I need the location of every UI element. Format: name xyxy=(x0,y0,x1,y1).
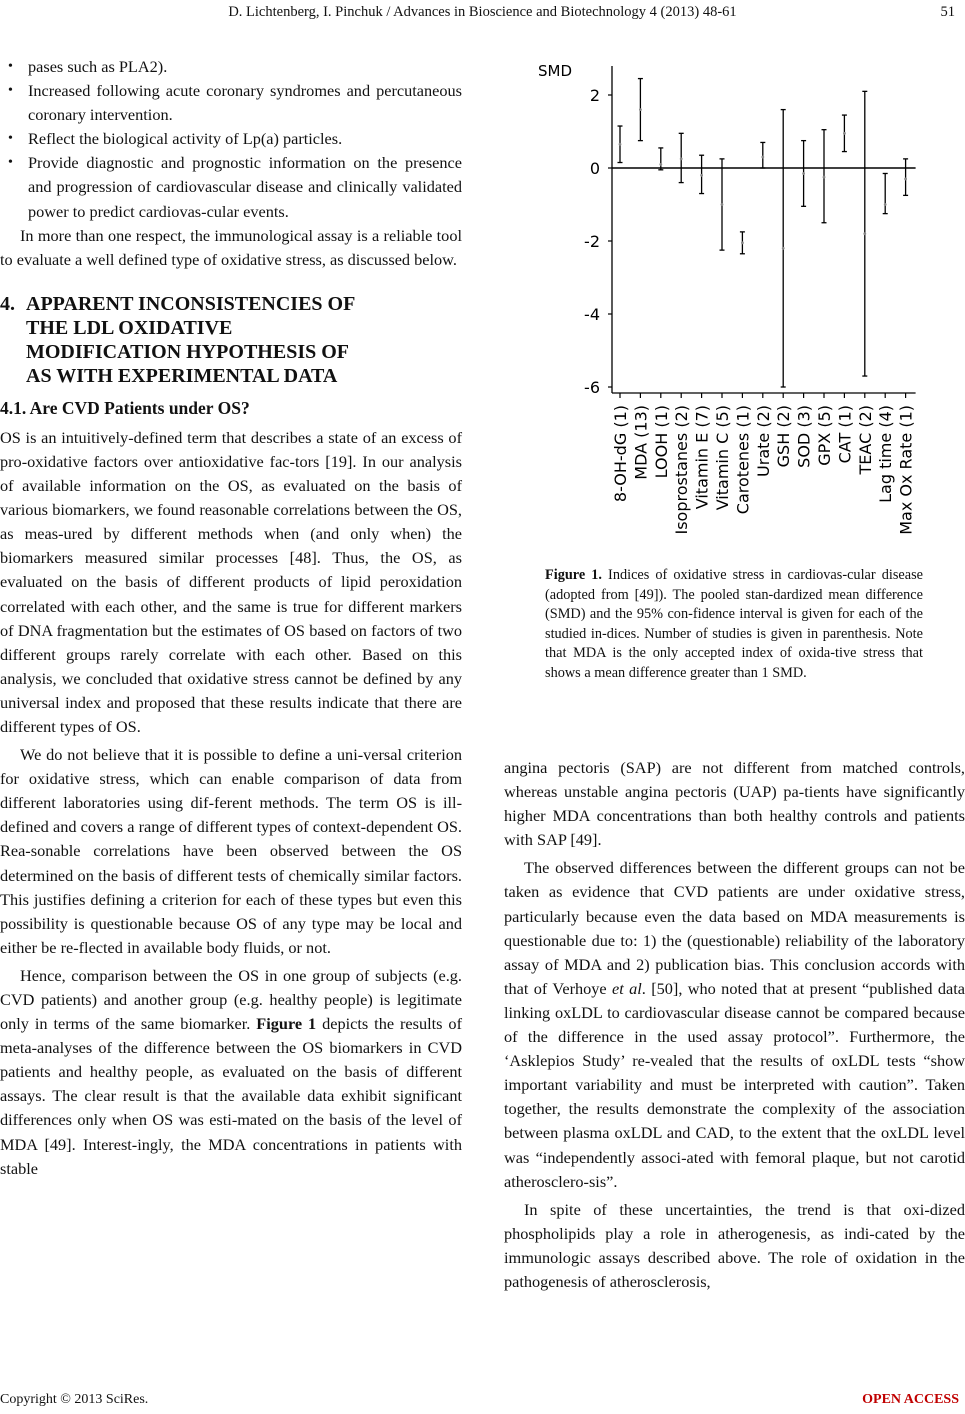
open-access-badge: OPEN ACCESS xyxy=(862,1392,959,1407)
section-heading xyxy=(0,292,462,388)
copyright: Copyright © 2013 SciRes. xyxy=(0,1392,149,1407)
mean-point xyxy=(700,174,703,177)
left-column xyxy=(0,55,462,1181)
chart-plot-area xyxy=(584,66,916,535)
mean-point xyxy=(659,163,662,166)
x-category-label: LOOH (1) xyxy=(651,405,671,479)
x-category-label: MDA (13) xyxy=(631,405,651,480)
x-category-label: GSH (2) xyxy=(774,405,794,468)
bullet-list xyxy=(0,55,462,224)
mean-point xyxy=(823,176,826,179)
x-category-label: Lag time (4) xyxy=(876,405,896,503)
mean-point xyxy=(639,108,642,111)
running-header xyxy=(0,4,965,28)
mean-point xyxy=(680,157,683,160)
y-tick-label: -2 xyxy=(584,232,600,251)
section-title-line: MODIFICATION HYPOTHESIS OF xyxy=(26,340,349,363)
paragraph: angina pectoris (SAP) are not different from matched controls, whereas unstable angina pectoris (UAP) pa-tients have significantly higher MDA concentrations than both healthy controls and patients with SAP [49]. xyxy=(504,758,965,850)
paragraph: In spite of these uncertainties, the trend is that oxi-dized phospholipids play a role in atherogenesis, as indi-cated by the immunologic assays described above. The role of oxidation in the pathogenesis of atherosclerosis, xyxy=(504,1199,965,1291)
bullet-item: • Reflect the biological activity of Lp(a) particles. xyxy=(0,127,462,151)
section-title-line: THE LDL OXIDATIVE xyxy=(26,316,233,339)
x-category-label: GPX (5) xyxy=(815,405,834,466)
mean-point xyxy=(782,247,785,250)
subsection-heading: 4.1. Are CVD Patients under OS? xyxy=(0,397,250,418)
paragraph: We do not believe that it is possible to define a uni-versal criterion for oxidative stress, which can enable comparison of data from different laboratories using dif-ferent methods. The term OS is ill-defined and covers a range of different types of context-dependent OS. Rea-sonable correlations have been observed between the OS determined on the basis of different tests of chemically similar factors. This justifies defining a criterion for each of these types but even this possibility is questionable because OS of any type may be local and either be re-flected in available body fluids, or not. xyxy=(0,745,462,957)
y-tick-label: 0 xyxy=(589,159,600,178)
mean-point xyxy=(761,156,764,159)
bullet-item: • Increased following acute coronary syndromes and percutaneous coronary intervention. xyxy=(0,79,462,127)
figure-reference[interactable]: Figure 1 xyxy=(256,1014,317,1034)
bullet-item: • Provide diagnostic and prognostic information on the presence and progression of cardiovascular disease and clinically validated power to predict cardiovas-cular events. xyxy=(0,151,462,223)
page-number: 51 xyxy=(940,4,955,20)
section-title-line: APPARENT INCONSISTENCIES OF xyxy=(26,292,356,315)
section-number: 4. xyxy=(0,292,15,315)
x-category-label: 8-OH-dG (1) xyxy=(611,405,630,503)
paragraph: In more than one respect, the immunological assay is a reliable tool to evaluate a well defined type of oxidative stress, as discussed below. xyxy=(0,225,462,269)
x-category-label: SOD (3) xyxy=(794,405,814,468)
header-title: D. Lichtenberg, I. Pinchuk / Advances in Bioscience and Biotechnology 4 (2013) 48-61 xyxy=(228,4,737,20)
smd-forest-chart xyxy=(536,58,936,558)
paragraph: OS is an intuitively-defined term that describes a state of an excess of pro-oxidative factors over antioxidative fac-tors [19]. In our analysis of available information on the OS, as evaluated on the basis of various biomarkers, we found reasonable correlations between the OS, as meas-ured by different methods when (and only when) the biomarkers measured similar processes [48]. Thus, the OS, as evaluated on the basis of different products of lipid peroxidation correlated with each other, and the same is true for different markers of DNA fragmentation but the estimates of OS based on factors of two different groups rarely correlate with each other. Based on this analysis, we concluded that oxidative stress cannot be defined by any universal index and proposed that these results indicate that there are different types of OS. xyxy=(0,427,462,736)
mean-point xyxy=(619,143,622,146)
x-category-label: Carotenes (1) xyxy=(733,405,753,515)
caption-label: Figure 1. xyxy=(545,567,603,583)
mean-point xyxy=(904,178,907,181)
x-category-label: Isoprostanes (2) xyxy=(672,405,692,535)
section-title-line: AS WITH EXPERIMENTAL DATA xyxy=(26,364,338,387)
x-category-label: Vitamin C (5) xyxy=(713,405,732,511)
y-axis-label: SMD xyxy=(538,62,573,80)
mean-point xyxy=(802,172,805,175)
x-category-label: CAT (1) xyxy=(835,405,855,464)
mean-point xyxy=(863,232,866,235)
x-category-label: Max Ox Rate (1) xyxy=(896,405,916,535)
bullet-continuation: • pases such as PLA2). xyxy=(0,55,462,79)
paragraph: Hence, comparison between the OS in one group of subjects (e.g. CVD patients) and another group (e.g. healthy people) is legitimate only in terms of the same biomarker. Figure 1 depicts the results of meta-analyses of the difference between the OS biomarkers in CVD patients and healthy people, as evaluated on the basis of different assays. The clear result is that the available data exhibit significant differences only when OS was esti-mated on the basis of the level of MDA [49]. Interest-ingly, the MDA concentrations in patients with stable xyxy=(0,965,462,1178)
paragraph: The observed differences between the different groups can not be taken as evidence that CVD patients are under oxidative stress, particularly because even the data based on MDA measurements is questionable due to: 1) the (questionable) reliability of the laboratory assay of MDA and 2) publication bias. This conclusion accords with that of Verhoye et al. [50], who noted that at present “published data linking oxLDL to cardiovascular disease cannot be compared because of the difference in the used assay protocol”. Furthermore, the ‘Asklepios Study’ re-vealed that the results of oxLDL tests “show important variability and must be interpreted with caution”. Taken together, the results demonstrate the complexity of the association between plasma oxLDL and CAD, to the extent that the oxLDL level was “independently associ-ated with femoral plaque, but not carotid atherosclero-sis”. xyxy=(504,858,965,1191)
y-tick-label: -6 xyxy=(584,378,600,397)
figure-caption xyxy=(545,566,923,684)
mean-point xyxy=(843,132,846,135)
x-category-label: Vitamin E (7) xyxy=(692,405,712,510)
caption-text: Indices of oxidative stress in cardiovas-cular disease (adopted from [49]). The pooled stan-dardized mean difference (SMD) and the 95% con-fidence interval is given for each of the studied in-dices. Number of studies is given in parenthesis. Note that MDA is the only accepted index of oxida-tive stress that shows a mean difference greater than 1 SMD. xyxy=(545,567,923,681)
y-tick-label: 2 xyxy=(589,86,600,105)
mean-point xyxy=(741,241,744,244)
right-column xyxy=(504,756,965,1294)
y-tick-label: -4 xyxy=(584,305,600,324)
mean-point xyxy=(884,203,887,206)
mean-point xyxy=(721,203,724,206)
x-category-label: TEAC (2) xyxy=(855,405,875,475)
x-category-label: Urate (2) xyxy=(753,405,773,477)
